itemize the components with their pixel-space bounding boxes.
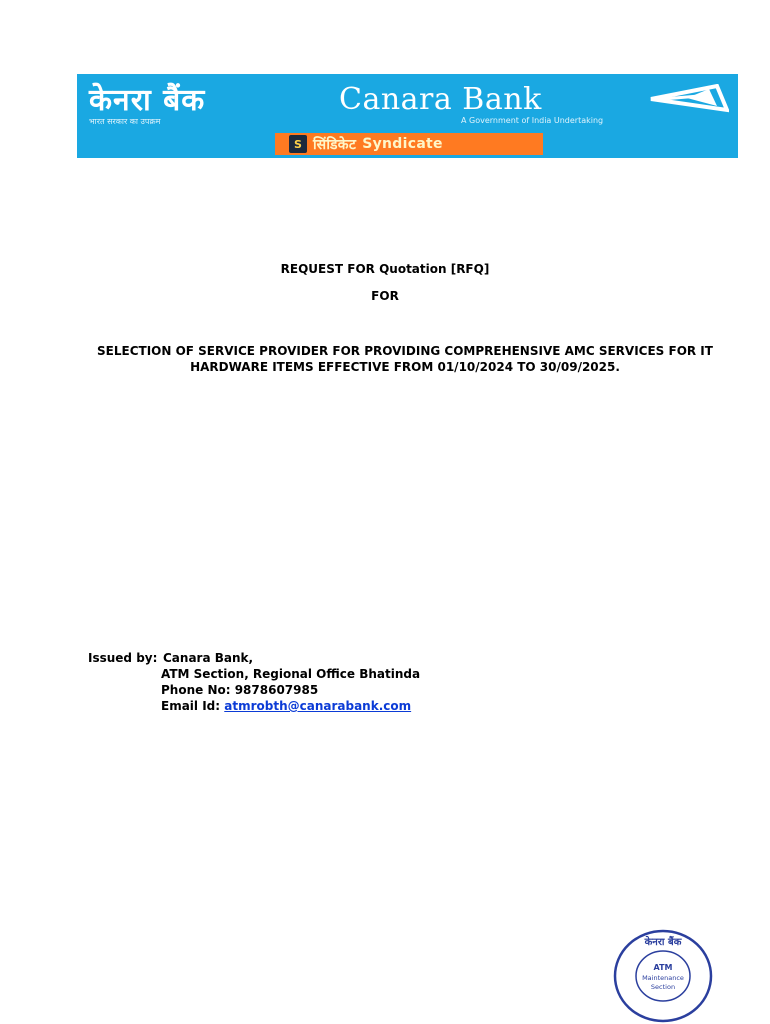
canara-triangle-logo-icon (647, 84, 729, 114)
stamp-line-2: Maintenance (642, 974, 684, 982)
syndicate-logo (275, 133, 543, 155)
issued-by-label: Issued by: (88, 651, 158, 665)
document-title: REQUEST FOR Quotation [RFQ] (280, 262, 490, 276)
issuer-email-row (88, 698, 420, 714)
document-for: FOR (371, 289, 399, 303)
atm-section-stamp (612, 928, 714, 1024)
bank-logo-banner (77, 74, 738, 158)
issuer-block (88, 650, 420, 714)
bank-name-english: Canara Bank (339, 82, 542, 117)
issuer-section: ATM Section, Regional Office Bhatinda (161, 667, 421, 681)
subject-line-2: HARDWARE ITEMS EFFECTIVE FROM 01/10/2024 TO 30/09/2025. (190, 360, 620, 374)
stamp-line-3: Section (650, 983, 676, 991)
subject-line-1: SELECTION OF SERVICE PROVIDER FOR PROVIDING COMPREHENSIVE AMC SERVICES FOR IT (97, 344, 713, 358)
issuer-phone: Phone No: 9878607985 (161, 683, 319, 697)
document-subject (95, 343, 715, 375)
stamp-top-text: केनरा बैंक (644, 937, 682, 948)
govt-tagline: A Government of India Undertaking (461, 116, 604, 125)
syndicate-english: Syndicate (362, 136, 443, 152)
syndicate-hindi: सिंडिकेट (313, 136, 357, 153)
email-link[interactable]: atmrobth@canarabank.com (224, 699, 412, 713)
issuer-name: Canara Bank, (163, 651, 254, 665)
stamp-line-1: ATM (653, 963, 673, 972)
bank-name-hindi: केनरा बैंक (89, 83, 206, 118)
syndicate-badge-icon: S (289, 135, 307, 153)
hindi-tagline: भारत सरकार का उपक्रम (89, 117, 161, 126)
email-label: Email Id: (161, 699, 221, 713)
